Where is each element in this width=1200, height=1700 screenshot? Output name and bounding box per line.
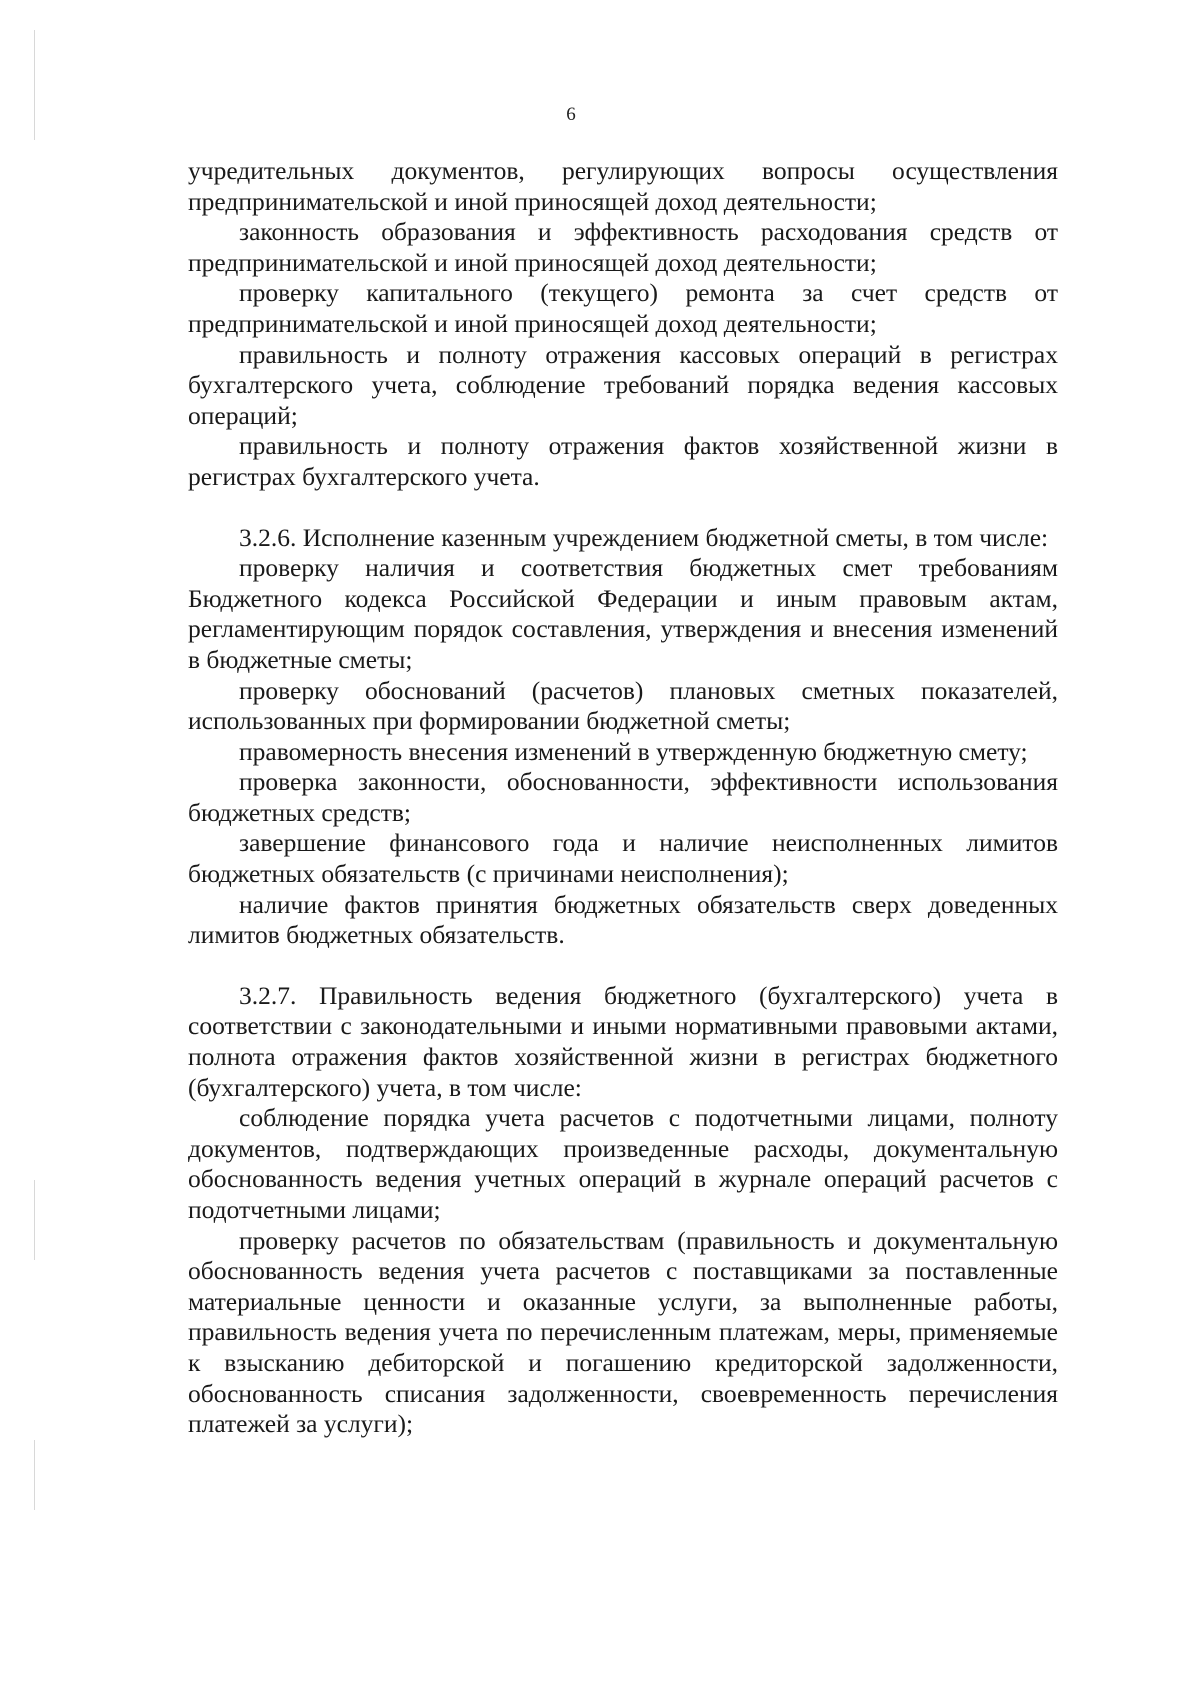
paragraph: завершение финансового года и наличие неисполненных лимитов бюджетных обязательств (с причинами неисполнения); (188, 828, 1058, 889)
scan-edge-mark (34, 1440, 35, 1510)
paragraph: проверку капитального (текущего) ремонта за счет средств от предпринимательской и иной приносящей доход деятельности; (188, 278, 1058, 338)
section-heading-3-2-7: 3.2.7. Правильность ведения бюджетного (бухгалтерского) учета в соответствии с законодательными и иными нормативными правовыми актами, полнота отражения фактов хозяйственной жизни в регистрах бюджетного (бухгалтерского) учета, в том числе: (188, 980, 1058, 1102)
paragraph: правильность и полноту отражения кассовых операций в регистрах бухгалтерского учета, соблюдение требований порядка ведения кассовых операций; (188, 339, 1058, 430)
paragraph: соблюдение порядка учета расчетов с подотчетными лицами, полноту документов, подтверждающих произведенные расходы, документальную обоснованность ведения учетных операций в журнале операций расчетов с подотчетными лицами; (188, 1103, 1058, 1224)
paragraph: учредительных документов, регулирующих вопросы осуществления предпринимательской и иной приносящей доход деятельности; (188, 156, 1058, 216)
paragraph: наличие фактов принятия бюджетных обязательств сверх доведенных лимитов бюджетных обязательств. (188, 889, 1058, 950)
paragraph: правильность и полноту отражения фактов хозяйственной жизни в регистрах бухгалтерского учета. (188, 431, 1058, 491)
scan-edge-mark (34, 1180, 35, 1260)
paragraph: проверка законности, обоснованности, эффективности использования бюджетных средств; (188, 767, 1058, 827)
paragraph: проверку расчетов по обязательствам (правильность и документальную обоснованность ведения учета расчетов с поставщиками за поставленные материальные ценности и оказанные услуги, за выполненные работы, правильность ведения учета по перечисленным платежам, меры, применяемые к взысканию дебиторской и погашению кредиторской задолженности, обоснованность списания задолженности, своевременность перечисления платежей за услуги); (188, 1225, 1058, 1439)
paragraph: проверку обоснований (расчетов) плановых сметных показателей, использованных при формировании бюджетной сметы; (188, 675, 1058, 736)
paragraph: законность образования и эффективность расходования средств от предпринимательской и иной приносящей доход деятельности; (188, 217, 1058, 277)
paragraph: правомерность внесения изменений в утвержденную бюджетную смету; (239, 736, 1028, 766)
document-body (188, 156, 1058, 1440)
page-number: 6 (566, 104, 576, 125)
section-heading-3-2-6: 3.2.6. Исполнение казенным учреждением бюджетной сметы, в том числе: (239, 522, 1049, 552)
paragraph: проверку наличия и соответствия бюджетных смет требованиям Бюджетного кодекса Российской Федерации и иным правовым актам, регламентирующим порядок составления, утверждения и внесения изменений в бюджетные сметы; (188, 553, 1058, 674)
